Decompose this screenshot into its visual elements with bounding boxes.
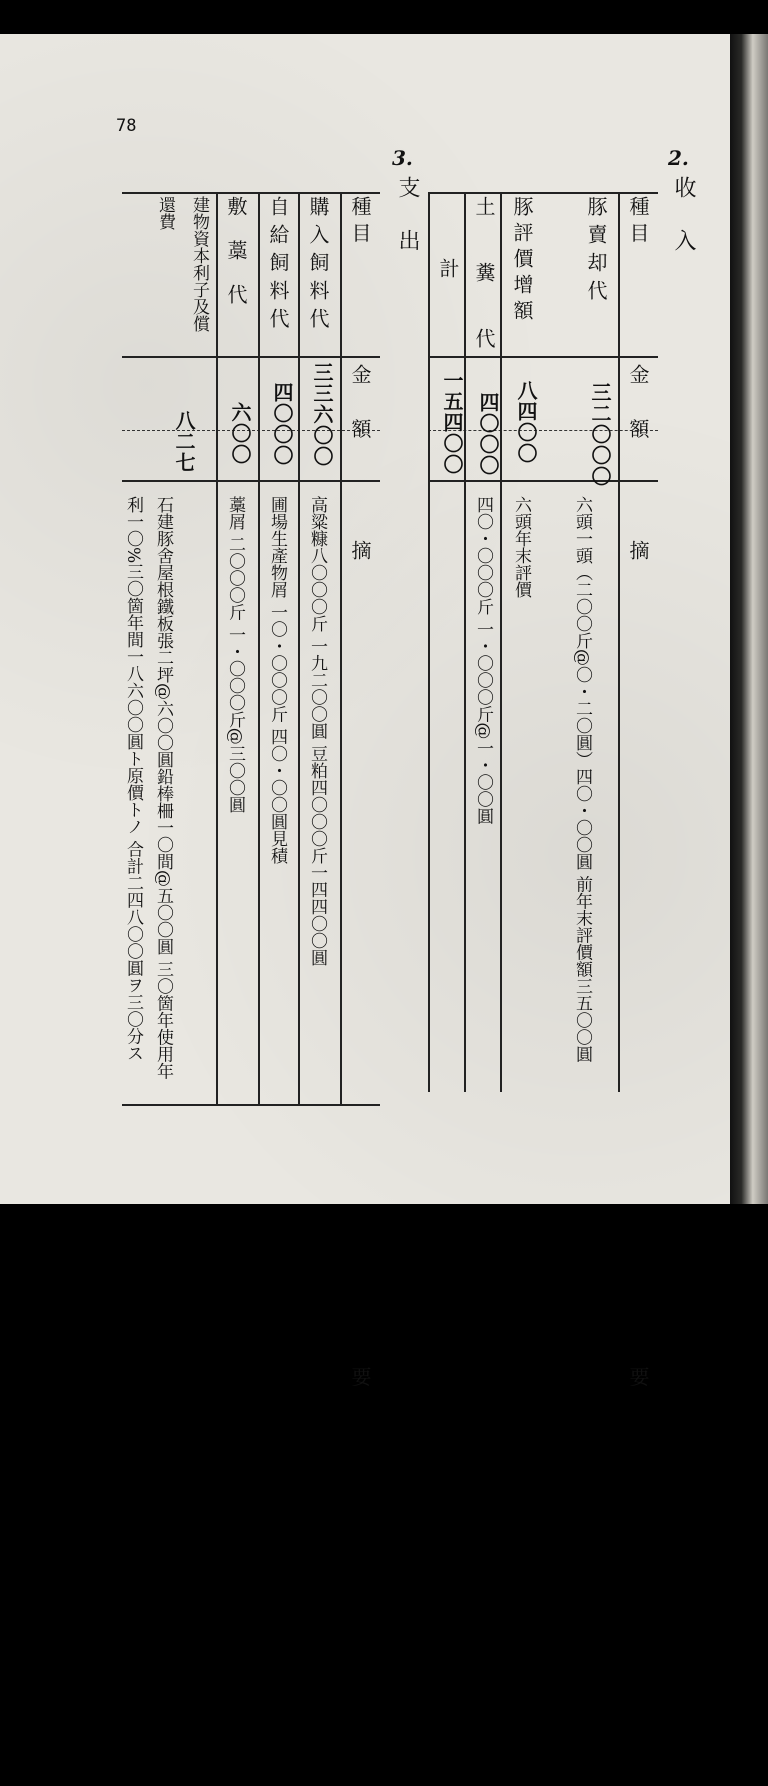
income-col-divider-2 — [500, 192, 502, 1092]
expense-section-title: 支 出 — [395, 176, 420, 263]
expense-header-remarks: 摘 要 — [348, 540, 372, 1786]
expense-row-1-amount: 三三六〇〇 — [310, 362, 334, 467]
expense-header-kind: 種 目 — [348, 196, 372, 243]
income-total-amount: 一五四〇〇 — [440, 370, 464, 475]
expense-col-divider-2 — [298, 192, 300, 1104]
expense-row-1-kind: 購入飼料代 — [306, 196, 330, 336]
expense-row-3-kind: 敷藁代 — [224, 196, 248, 328]
income-total-label: 計 — [436, 258, 460, 278]
income-amount-rule — [428, 480, 658, 482]
expense-col-divider-1 — [340, 192, 342, 1104]
income-row-3-remarks: 四〇・〇〇〇斤 一・〇〇〇斤@一・〇〇圓 — [473, 496, 493, 825]
expense-section-number: 3. — [392, 146, 413, 170]
income-row-2-kind: 豚評價增額 — [510, 196, 534, 326]
income-section-number: 2. — [668, 146, 689, 170]
income-row-3-kind: 土糞代 — [472, 196, 496, 394]
income-header-kind: 種 目 — [626, 196, 650, 243]
page-number: 78 — [116, 116, 137, 136]
expense-header-amount: 金 額 — [348, 364, 372, 453]
income-row-1-remarks: 六頭一頭（二〇〇斤@〇・二〇圓）四〇・〇〇圓 前年末評價額三五〇〇圓 — [572, 496, 592, 1063]
expense-row-2-kind: 自給飼料代 — [266, 196, 290, 336]
income-col-divider-4 — [428, 192, 430, 1092]
income-col-divider-1 — [618, 192, 620, 1092]
expense-row-3-remarks: 藁屑 二〇〇〇斤 一・〇〇〇斤@三〇〇圓 — [225, 496, 245, 813]
income-row-2-remarks: 六頭年末評價 — [511, 496, 531, 598]
expense-row-1-remarks: 高粱糠八〇〇〇斤 一九二〇〇圓 豆粕四〇〇〇斤一四四〇〇圓 — [307, 496, 327, 966]
income-header-remarks: 摘 要 — [626, 540, 650, 1786]
expense-bottom-rule — [122, 1104, 380, 1106]
expense-row-3-amount: 六〇〇 — [228, 402, 252, 465]
income-section-title: 收 入 — [671, 176, 696, 263]
book-edge — [730, 34, 768, 1204]
income-row-2-amount: 八四〇〇 — [514, 380, 538, 464]
income-header-amount: 金 額 — [626, 364, 650, 453]
income-row-3-amount: 四〇〇〇 — [476, 392, 500, 476]
expense-col-divider-4 — [216, 192, 218, 1104]
expense-col-divider-3 — [258, 192, 260, 1104]
expense-row-4-kind: 建物資本利子及償還費 — [155, 196, 209, 332]
income-row-1-amount: 三二〇〇〇 — [588, 382, 612, 487]
expense-row-2-amount: 四〇〇〇 — [270, 382, 294, 466]
expense-row-4-amount: 八二七 — [172, 410, 196, 473]
expense-row-2-remarks: 圃場生產物屑 一〇・〇〇〇斤 四〇・〇〇圓見積 — [267, 496, 287, 864]
income-top-rule — [428, 192, 658, 194]
expense-row-4-remarks: 石建豚舍屋根鐵板張二坪@六〇〇圓鉛棒柵一〇間@五〇〇圓 三〇箇年使用年利一〇%三〇箇年間一八六〇〇圓ト原價トノ 合計二四八〇〇圓ヲ三〇分ス — [123, 496, 173, 1080]
income-row-1-kind: 豚賣却代 — [584, 196, 608, 308]
income-header-rule — [428, 356, 658, 358]
income-col-divider-3 — [464, 192, 466, 1092]
